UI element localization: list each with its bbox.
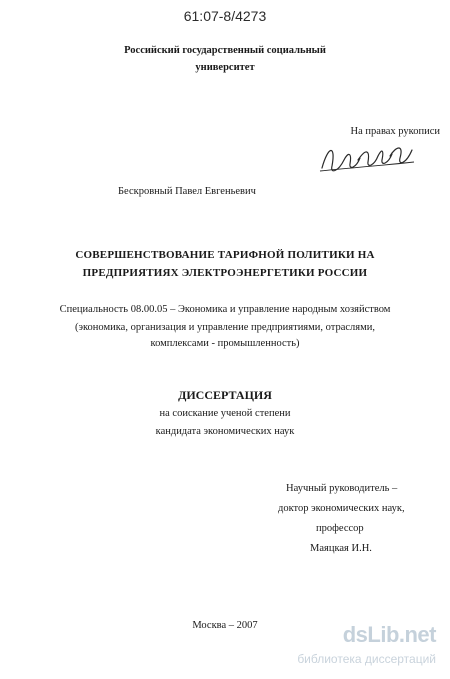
- degree-line1: на соискание ученой степени: [159, 408, 291, 419]
- watermark-subtitle: библиотека диссертаций: [297, 652, 436, 666]
- specialty-line1: Специальность 08.00.05 – Экономика и управление народным хозяйством: [59, 304, 391, 315]
- degree-line2: кандидата экономических наук: [155, 426, 295, 437]
- watermark-logo: dsLib.net: [342, 622, 436, 647]
- manuscript-rights: На правах рукописи: [350, 126, 440, 137]
- watermark: [254, 622, 444, 674]
- title-line1: СОВЕРШЕНСТВОВАНИЕ ТАРИФНОЙ ПОЛИТИКИ НА: [75, 249, 375, 261]
- title-line2: ПРЕДПРИЯТИЯХ ЭЛЕКТРОЭНЕРГЕТИКИ РОССИИ: [82, 267, 368, 279]
- supervisor-line2: доктор экономических наук,: [278, 503, 405, 514]
- supervisor-line4: Маяцкая И.Н.: [310, 543, 372, 554]
- specialty-line3: комплексами - промышленность): [150, 338, 300, 349]
- city-year: Москва – 2007: [192, 620, 258, 631]
- dissertation-label: ДИССЕРТАЦИЯ: [178, 388, 272, 402]
- reference-number: 61:07-8/4273: [183, 8, 267, 24]
- university-name-line2: университет: [195, 62, 255, 73]
- specialty-line2: (экономика, организация и управление предприятиями, отраслями,: [74, 322, 376, 333]
- supervisor-line3: профессор: [316, 523, 364, 534]
- supervisor-line1: Научный руководитель –: [286, 483, 398, 494]
- university-name-line1: Российский государственный социальный: [124, 45, 326, 56]
- signature-image: [318, 138, 418, 180]
- author-name: Бескровный Павел Евгеньевич: [118, 186, 256, 197]
